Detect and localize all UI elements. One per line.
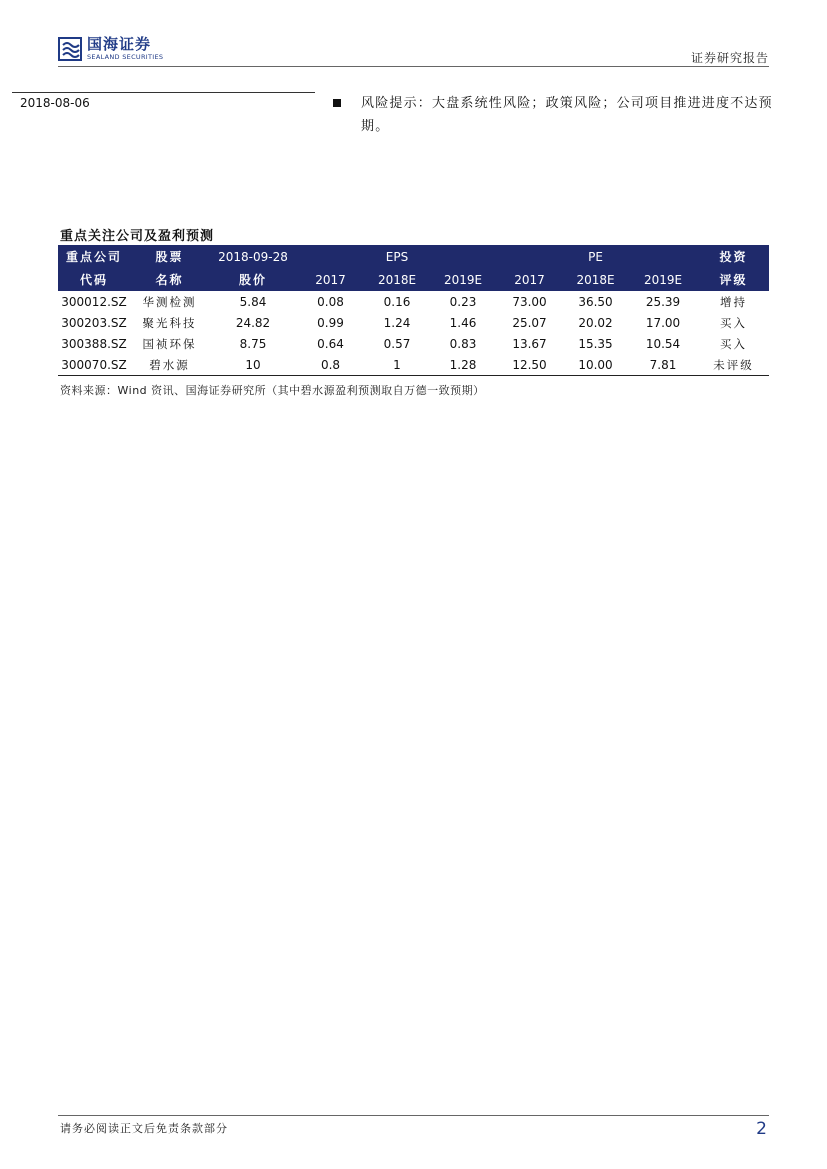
- rating-cell: 增持: [720, 294, 747, 309]
- risk-warning: [333, 92, 793, 138]
- sealand-logo-icon: [58, 37, 82, 61]
- table-title: 重点关注公司及盈利预测: [60, 229, 215, 244]
- column-header: EPS: [364, 245, 430, 268]
- column-header: 股价: [209, 268, 297, 291]
- column-header: 2017: [496, 268, 563, 291]
- pe-2018e-cell: 36.50: [578, 294, 613, 309]
- column-header: 2018E: [563, 268, 628, 291]
- table-source-note: 资料来源：Wind 资讯、国海证券研究所（其中碧水源盈利预测取自万德一致预期）: [60, 384, 485, 397]
- eps-2019e-cell: 0.23: [449, 294, 477, 309]
- column-header: [628, 245, 698, 268]
- column-header: 2019E: [628, 268, 698, 291]
- stock-name-cell: 国祯环保: [142, 336, 197, 351]
- page-header: [0, 0, 827, 70]
- square-bullet-icon: [333, 99, 341, 107]
- column-header: [430, 245, 496, 268]
- eps-2017-cell: 0.99: [317, 315, 344, 330]
- header-divider: [58, 66, 769, 67]
- column-header: 2017: [297, 268, 364, 291]
- pe-2017-cell: 25.07: [512, 315, 547, 330]
- earnings-forecast-table: [58, 245, 769, 376]
- price-cell: 24.82: [235, 315, 271, 330]
- eps-2017-cell: 0.8: [297, 354, 364, 376]
- eps-2018e-cell: 0.57: [383, 336, 411, 351]
- rating-cell: 买入: [720, 315, 747, 330]
- risk-warning-text: 风险提示：大盘系统性风险；政策风险；公司项目推进进度不达预期。: [361, 96, 773, 134]
- rating-cell: 买入: [720, 336, 747, 351]
- pe-2017-cell: 13.67: [512, 336, 547, 351]
- logo-chinese-name: 国海证券: [87, 35, 152, 54]
- pe-2019e-cell: 10.54: [645, 336, 681, 351]
- column-header: 重点公司: [58, 245, 130, 268]
- eps-2018e-cell: 1.24: [383, 315, 411, 330]
- column-header: 2018E: [364, 268, 430, 291]
- table-header-row-1: [58, 245, 769, 268]
- column-header: 代码: [58, 268, 130, 291]
- column-header: [496, 245, 563, 268]
- table-row: [58, 291, 769, 312]
- price-cell: 8.75: [239, 336, 267, 351]
- column-header: PE: [563, 245, 628, 268]
- column-header: 2019E: [430, 268, 496, 291]
- price-cell: 10: [209, 354, 297, 376]
- table-row: [58, 312, 769, 333]
- disclaimer-notice: 请务必阅读正文后免责条款部分: [60, 1122, 228, 1135]
- price-cell: 5.84: [239, 294, 267, 309]
- eps-2019e-cell: 1.46: [449, 315, 477, 330]
- column-header: 2018-09-28: [209, 245, 297, 268]
- page-number: 2: [756, 1119, 767, 1139]
- eps-2019e-cell: 0.83: [449, 336, 477, 351]
- stock-name-cell: 聚光科技: [142, 315, 197, 330]
- eps-2017-cell: 0.64: [317, 336, 344, 351]
- pe-2018e-cell: 10.00: [563, 354, 628, 376]
- report-type-label: 证券研究报告: [690, 51, 769, 65]
- eps-2018e-cell: 1: [364, 354, 430, 376]
- report-date: 2018-08-06: [20, 96, 90, 110]
- company-logo: [58, 37, 163, 61]
- logo-english-name: SEALAND SECURITIES: [87, 53, 164, 62]
- pe-2017-cell: 73.00: [512, 294, 547, 309]
- column-header: 投资: [698, 245, 769, 268]
- column-header: 名称: [130, 268, 209, 291]
- pe-2019e-cell: 17.00: [645, 315, 681, 330]
- pe-2017-cell: 12.50: [496, 354, 563, 376]
- stock-code-cell: 300203.SZ: [61, 315, 127, 330]
- eps-2017-cell: 0.08: [317, 294, 344, 309]
- table-row: [58, 354, 769, 376]
- stock-code-cell: 300070.SZ: [58, 354, 130, 376]
- eps-2018e-cell: 0.16: [383, 294, 411, 309]
- pe-2018e-cell: 15.35: [578, 336, 613, 351]
- table-row: [58, 333, 769, 354]
- pe-2019e-cell: 7.81: [628, 354, 698, 376]
- footer-divider: [58, 1115, 769, 1116]
- stock-code-cell: 300012.SZ: [61, 294, 127, 309]
- pe-2019e-cell: 25.39: [645, 294, 681, 309]
- column-header: 股票: [130, 245, 209, 268]
- date-divider: [12, 92, 315, 93]
- table-header-row-2: [58, 268, 769, 291]
- stock-name-cell: 碧水源: [130, 354, 209, 376]
- column-header: 评级: [698, 268, 769, 291]
- eps-2019e-cell: 1.28: [430, 354, 496, 376]
- stock-name-cell: 华测检测: [142, 294, 197, 309]
- stock-code-cell: 300388.SZ: [61, 336, 127, 351]
- rating-cell: 未评级: [698, 354, 769, 376]
- column-header: [297, 245, 364, 268]
- pe-2018e-cell: 20.02: [578, 315, 613, 330]
